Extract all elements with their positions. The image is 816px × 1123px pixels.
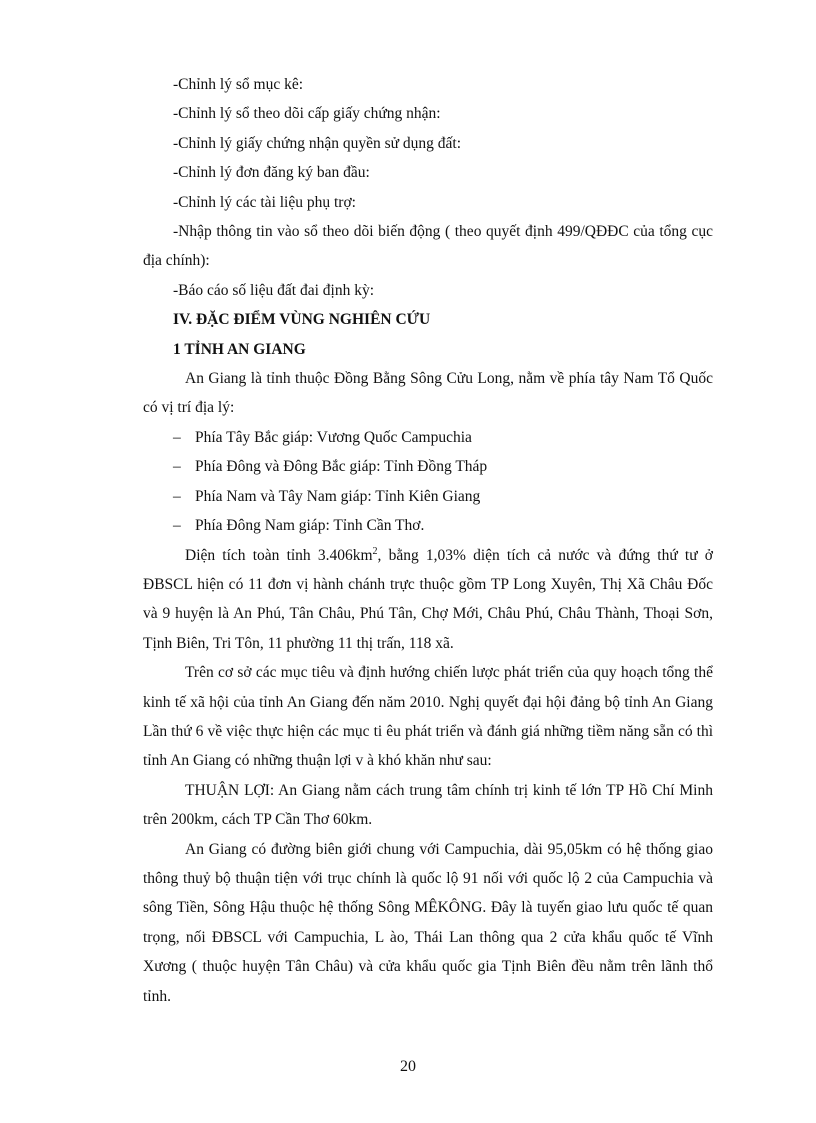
task-item: -Báo cáo số liệu đất đai định kỳ: xyxy=(173,281,375,299)
dash-mark: – xyxy=(173,487,181,505)
area-superscript: 2 xyxy=(372,545,378,557)
task-item: -Chỉnh lý sổ theo dõi cấp giấy chứng nhận: xyxy=(173,105,441,123)
area-text-rest: , bằng 1,03% diện tích cả nước và đứng thứ tư ở ĐBSCL hiện có 11 đơn vị hành chánh trực thuộc gồm TP Long Xuyên, Thị Xã Châu Đốc và 9 huyện là An Phú, Tân Châu, Phú Tân, Chợ Mới, Châu Phú, Châu Thành, Thoại Sơn, Tịnh Biên, Tri Tôn, 11 phường 11 thị trấn, 118 xã. xyxy=(143,546,713,652)
task-item: -Chỉnh lý giấy chứng nhận quyền sử dụng đất: xyxy=(173,134,462,152)
border-text: Phía Tây Bắc giáp: Vương Quốc Campuchia xyxy=(195,428,472,446)
dash-mark: – xyxy=(173,458,181,476)
area-paragraph xyxy=(143,541,713,659)
task-item: -Chỉnh lý sổ mục kê: xyxy=(173,76,304,93)
border-text: Phía Đông Nam giáp: Tỉnh Cần Thơ. xyxy=(195,517,425,535)
intro-paragraph: An Giang là tỉnh thuộc Đồng Bằng Sông Cửu Long, nằm về phía tây Nam Tổ Quốc có vị trí địa lý: xyxy=(143,370,713,417)
border-text: Phía Đông và Đông Bắc giáp: Tỉnh Đồng Tháp xyxy=(195,458,488,476)
page-content xyxy=(143,70,713,1011)
dash-mark: – xyxy=(173,428,181,446)
border-item xyxy=(143,452,713,481)
task-item: -Chỉnh lý đơn đăng ký ban đầu: xyxy=(173,164,370,182)
border-text: Phía Nam và Tây Nam giáp: Tỉnh Kiên Giang xyxy=(195,487,481,505)
task-item: -Chỉnh lý các tài liệu phụ trợ: xyxy=(173,193,356,211)
border-item xyxy=(143,423,713,452)
task-item: -Nhập thông tin vào sổ theo dõi biến động ( theo quyết định 499/QĐĐC của tổng cục địa chính): xyxy=(143,223,713,270)
dash-mark: – xyxy=(173,517,181,535)
area-text: Diện tích toàn tỉnh 3.406km xyxy=(185,546,373,564)
border-item xyxy=(143,511,713,540)
strategy-paragraph: Trên cơ sở các mục tiêu và định hướng chiến lược phát triển của quy hoạch tổng thể kinh tế xã hội của tỉnh An Giang đến năm 2010. Nghị quyết đại hội đảng bộ tỉnh An Giang Lần thứ 6 về việc thực hiện các mục ti êu phát triển và đánh giá những tiềm năng sẵn có thì tỉnh An Giang có những thuận lợi v à khó khăn như sau: xyxy=(143,664,713,770)
page-number: 20 xyxy=(400,1058,416,1075)
border-info-paragraph: An Giang có đường biên giới chung với Campuchia, dài 95,05km có hệ thống giao thông thuỷ bộ thuận tiện với trục chính là quốc lộ 91 nối với quốc lộ 2 của Campuchia và sông Tiền, Sông Hậu thuộc hệ thống Sông MÊKÔNG. Đây là tuyến giao lưu quốc tế quan trọng, nối ĐBSCL với Campuchia, L ào, Thái Lan thông qua 2 cửa khẩu quốc tế Vĩnh Xương ( thuộc huyện Tân Châu) và cửa khẩu quốc gia Tịnh Biên đều nằm trên lãnh thổ tỉnh. xyxy=(143,840,713,1005)
border-item xyxy=(143,482,713,511)
advantages-paragraph: THUẬN LỢI: An Giang nằm cách trung tâm chính trị kinh tế lớn TP Hồ Chí Minh trên 200km, cách TP Cần Thơ 60km. xyxy=(143,781,713,829)
subsection-heading: 1 TỈNH AN GIANG xyxy=(173,340,306,358)
section-heading: IV. ĐẶC ĐIỂM VÙNG NGHIÊN CỨU xyxy=(173,311,431,329)
